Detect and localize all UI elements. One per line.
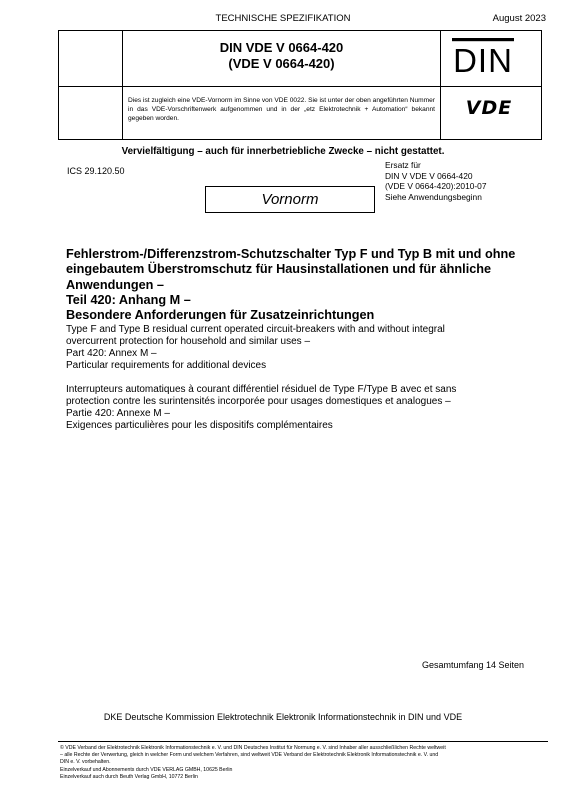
replacement-info bbox=[385, 160, 487, 202]
document-type: TECHNISCHE SPEZIFIKATION bbox=[215, 13, 351, 24]
title-french-line: Exigences particulières pour les dispositifs complémentaires bbox=[66, 420, 333, 431]
din-logo-text: DIN bbox=[453, 42, 513, 78]
footer-divider bbox=[58, 741, 548, 742]
din-logo-icon bbox=[452, 38, 514, 78]
publication-date: August 2023 bbox=[492, 13, 546, 24]
vde-logo-icon bbox=[455, 97, 523, 117]
replacement-line: Siehe Anwendungsbeginn bbox=[385, 191, 482, 202]
title-german-line: Besondere Anforderungen für Zusatzeinrichtungen bbox=[66, 308, 375, 323]
standard-number-alt: (VDE V 0664-420) bbox=[228, 56, 335, 71]
copyright-line: Einzelverkauf und Abonnements durch VDE VERLAG GMBH, 10625 Berlin bbox=[60, 766, 233, 773]
title-english-line: Type F and Type B residual current operated circuit-breakers with and without integral bbox=[66, 324, 445, 335]
committee: DKE Deutsche Kommission Elektrotechnik Elektronik Informationstechnik in DIN und VDE bbox=[103, 712, 463, 722]
vde-note: Dies ist zugleich eine VDE-Vornorm im Sinne von VDE 0022. Sie ist unter der oben angeführten Nummer in das VDE-Vorschriftenwerk aufgenommen und in der „etz Elektrotechnik + Automation“ bekannt gegeben worden. bbox=[128, 97, 435, 122]
title-french-line: Partie 420: Annexe M – bbox=[66, 408, 170, 419]
replacement-line: Ersatz für bbox=[385, 160, 421, 170]
title-english-line: Part 420: Annex M – bbox=[66, 348, 157, 359]
standard-number: DIN VDE V 0664-420 bbox=[219, 40, 344, 55]
title-german-line: eingebautem Überstromschutz für Hausinstallationen und für ähnliche bbox=[66, 262, 492, 277]
title-french bbox=[66, 384, 536, 432]
title-german-line: Teil 420: Anhang M – bbox=[66, 292, 191, 307]
header-box-row-divider bbox=[58, 86, 542, 87]
title-german-line: Fehlerstrom-/Differenzstrom-Schutzschalter Typ F und Typ B mit und ohne bbox=[66, 247, 516, 261]
copyright-line: DIN e. V. vorbehalten. bbox=[60, 759, 111, 766]
total-pages: Gesamtumfang 14 Seiten bbox=[421, 660, 524, 670]
title-english bbox=[66, 324, 536, 372]
header-box-divider bbox=[440, 30, 441, 140]
vde-logo-text: VDE bbox=[465, 97, 513, 117]
replacement-line: (VDE V 0664-420):2010-07 bbox=[385, 181, 487, 191]
title-english-line: Particular requirements for additional devices bbox=[66, 360, 267, 371]
copyright-notice bbox=[60, 745, 545, 781]
title-french-line: protection contre les surintensités incorporée pour usages domestiques et analogues – bbox=[66, 396, 451, 407]
replacement-line: DIN V VDE V 0664-420 bbox=[385, 170, 473, 181]
copyright-line: Einzelverkauf auch durch Beuth Verlag GmbH, 10772 Berlin bbox=[60, 773, 198, 780]
reproduction-notice: Vervielfältigung – auch für innerbetriebliche Zwecke – nicht gestattet. bbox=[121, 146, 445, 157]
ics-code: ICS 29.120.50 bbox=[67, 166, 125, 176]
header-box-left-cell bbox=[58, 30, 123, 140]
title-german-line: Anwendungen – bbox=[66, 277, 164, 292]
status-label: Vornorm bbox=[261, 191, 319, 208]
title-french-line: Interrupteurs automatiques à courant différentiel résiduel de Type F/Type B avec et sans bbox=[66, 384, 457, 395]
status-box bbox=[205, 186, 375, 213]
copyright-line: – alle Rechte der Verwertung, gleich in welcher Form und welchem Verfahren, sind weltweit VDE Verband der Elektrotechnik Elektronik Informationstechnik e. V. und bbox=[60, 752, 439, 759]
copyright-line: © VDE Verband der Elektrotechnik Elektronik Informationstechnik e. V. und DIN Deutsches Institut für Normung e. V. sind Inhaber aller ausschließlichen Rechte weltweit bbox=[60, 745, 446, 751]
title-english-line: overcurrent protection for household and similar uses – bbox=[66, 336, 311, 347]
title-german bbox=[66, 247, 536, 323]
